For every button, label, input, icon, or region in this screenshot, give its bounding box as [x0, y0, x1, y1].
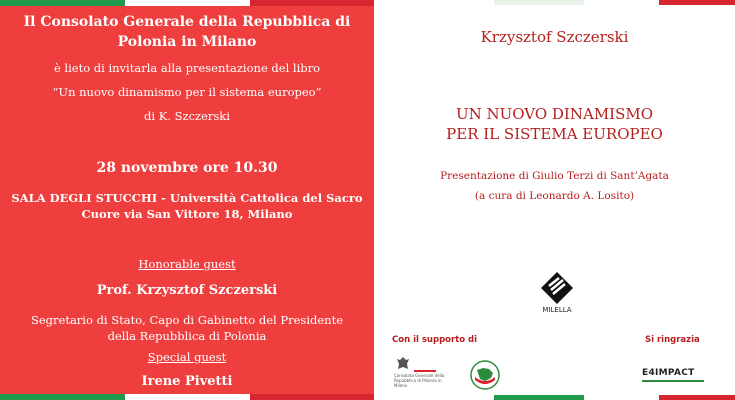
organizer-line-2: Polonia in Milano: [117, 34, 257, 50]
honorable-guest-role-1: Segretario di Stato, Capo di Gabinetto del Presidente: [30, 313, 344, 327]
consolato-red-bar: [414, 370, 436, 372]
event-date-time: 28 novembre ore 10.30: [96, 160, 278, 176]
flag-stripe-bottom-left-white: [125, 394, 250, 400]
flag-stripe-bottom-right-green: [494, 395, 584, 400]
flag-stripe-top-right-green: [494, 0, 584, 5]
flag-stripe-bottom-left-red: [250, 394, 374, 400]
special-guest-name: Irene Pivetti: [141, 374, 233, 389]
publisher-name: MILELLA: [542, 306, 572, 314]
cover-presentation: Presentazione di Giulio Terzi di Sant’Agata: [440, 170, 669, 182]
venue-line-1: SALA DEGLI STUCCHI - Università Cattolica del Sacro: [11, 191, 363, 205]
italy-map-emblem-icon: [470, 360, 500, 390]
honorable-guest-role-2: della Repubblica di Polonia: [107, 329, 267, 343]
e4impact-logo: E4IMPACT: [642, 368, 695, 378]
flag-stripe-bottom-right-white: [584, 395, 659, 400]
organizer-line-1: Il Consolato Generale della Repubblica di: [23, 14, 351, 30]
cover-title-line-1: UN NUOVO DINAMISMO: [455, 105, 654, 123]
invitation-panel: [0, 6, 374, 394]
flag-stripe-top-right-white: [584, 0, 659, 6]
venue-line-2: Cuore via San Vittore 18, Milano: [81, 207, 293, 221]
flag-stripe-bottom-left-green: [0, 394, 125, 400]
watermark-pattern: [434, 50, 694, 280]
book-quote: “Un nuovo dinamismo per il sistema europeo”: [52, 85, 322, 99]
flag-stripe-top-right-red: [659, 0, 735, 5]
special-guest-label: Special guest: [147, 350, 227, 364]
book-author: di K. Szczerski: [144, 109, 230, 123]
thanks-label: Si ringrazia: [645, 335, 700, 345]
consolato-sponsor-text: Consolato Generale della Repubblica di Polonia in Milano: [394, 373, 445, 388]
milella-logo-icon: [537, 270, 577, 306]
cover-title-line-2: PER IL SISTEMA EUROPEO: [446, 125, 663, 143]
flag-stripe-bottom-right-red: [659, 395, 735, 400]
book-cover: [374, 0, 735, 400]
honorable-guest-name: Prof. Krzysztof Szczerski: [96, 283, 278, 298]
cover-editor: (a cura di Leonardo A. Losito): [474, 190, 635, 202]
cover-author: Krzysztof Szczerski: [480, 28, 629, 46]
polish-eagle-icon: [396, 356, 410, 372]
e4impact-underline: [642, 380, 704, 382]
support-label: Con il supporto di: [392, 335, 478, 345]
honorable-guest-label: Honorable guest: [138, 257, 236, 271]
invite-line: è lieto di invitarla alla presentazione del libro: [53, 61, 321, 75]
milella-logo: [537, 270, 577, 320]
